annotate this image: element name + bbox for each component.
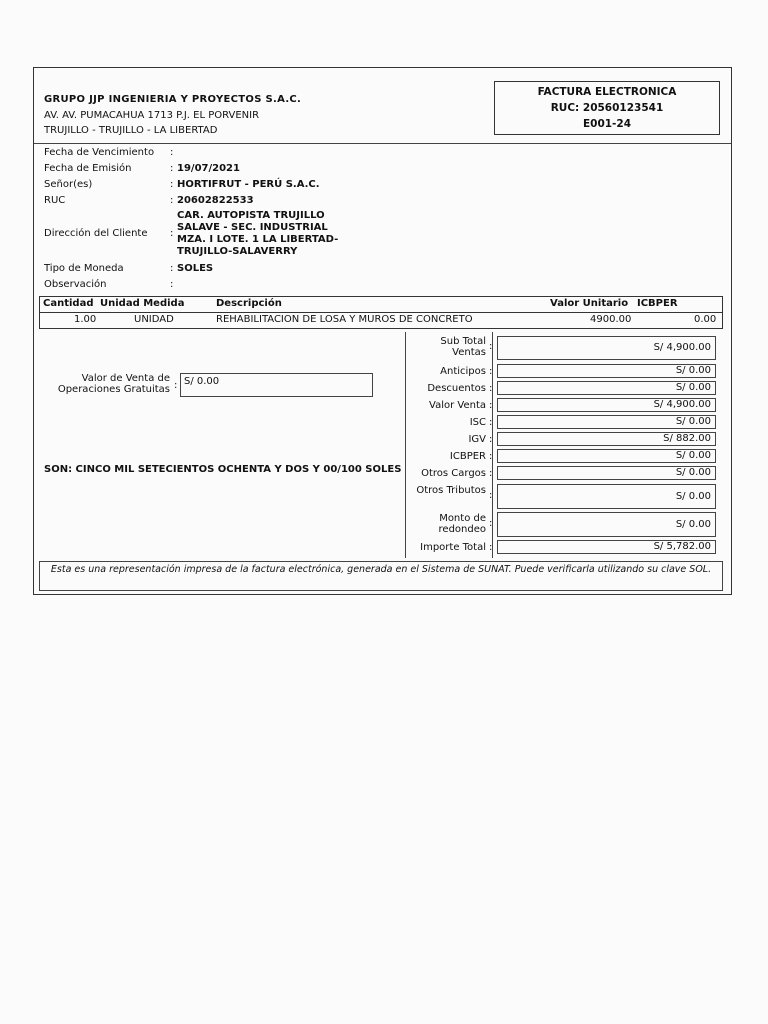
row-icbper: 0.00 xyxy=(694,314,717,325)
ruc-value: 20602822533 xyxy=(177,195,254,206)
total-label-importe: Importe Total xyxy=(420,542,486,553)
sunat-footer: Esta es una representación impresa de la factura electrónica, generada en el Sistema de SUNAT. Puede verificarla utilizando su clave SOL. xyxy=(39,561,723,591)
moneda-value: SOLES xyxy=(177,263,214,274)
senor-label: Señor(es) xyxy=(44,179,93,190)
total-value-importe: S/ 5,782.00 xyxy=(497,540,716,554)
total-value-redondeo: S/ 0.00 xyxy=(497,512,716,537)
total-value-isc: S/ 0.00 xyxy=(497,415,716,429)
total-value-igv: S/ 882.00 xyxy=(497,432,716,446)
amount-in-words: SON: CINCO MIL SETECIENTOS OCHENTA Y DOS Y 00/100 SOLES xyxy=(44,464,402,475)
total-label-icbper: ICBPER xyxy=(449,451,486,462)
total-value-anticipos: S/ 0.00 xyxy=(497,364,716,378)
total-label-isc: ISC xyxy=(469,417,486,428)
direccion-value: CAR. AUTOPISTA TRUJILLO SALAVE - SEC. INDUSTRIAL MZA. I LOTE. 1 LA LIBERTAD- TRUJILLO-SALAVERRY xyxy=(177,210,339,257)
emision-value: 19/07/2021 xyxy=(177,163,240,174)
total-label-valor-venta: Valor Venta xyxy=(429,400,486,411)
gratuitas-value: S/ 0.00 xyxy=(180,373,373,397)
row-descripcion: REHABILITACION DE LOSA Y MUROS DE CONCRETO xyxy=(216,314,473,325)
total-value-valor-venta: S/ 4,900.00 xyxy=(497,398,716,412)
items-table xyxy=(39,296,723,329)
total-label-anticipos: Anticipos xyxy=(440,366,486,377)
invoice-number: E001-24 xyxy=(582,118,632,130)
total-label-otros-cargos: Otros Cargos xyxy=(421,468,486,479)
invoice-title: FACTURA ELECTRONICA xyxy=(537,86,677,98)
ruc-label: RUC xyxy=(44,195,66,206)
company-name: GRUPO JJP INGENIERIA Y PROYECTOS S.A.C. xyxy=(44,94,302,105)
col-cantidad: Cantidad xyxy=(43,298,94,309)
total-label-subtotal: Sub Total Ventas xyxy=(440,336,486,358)
emision-label: Fecha de Emisión xyxy=(44,163,132,174)
col-unidad: Unidad Medida xyxy=(100,298,185,309)
gratuitas-label: Valor de Venta de Operaciones Gratuitas xyxy=(57,373,170,395)
total-label-redondeo: Monto de redondeo xyxy=(438,513,486,535)
invoice-id-box xyxy=(494,81,720,135)
senor-value: HORTIFRUT - PERÚ S.A.C. xyxy=(177,179,320,190)
total-value-otros-tributos: S/ 0.00 xyxy=(497,484,716,509)
total-label-descuentos: Descuentos xyxy=(427,383,486,394)
total-value-descuentos: S/ 0.00 xyxy=(497,381,716,395)
col-valor-unitario: Valor Unitario xyxy=(550,298,629,309)
vencimiento-label: Fecha de Vencimiento xyxy=(44,147,155,158)
row-valor-unitario: 4900.00 xyxy=(590,314,632,325)
direccion-label: Dirección del Cliente xyxy=(44,228,148,239)
row-cantidad: 1.00 xyxy=(74,314,97,325)
company-address: AV. AV. PUMACAHUA 1713 P.J. EL PORVENIR xyxy=(44,110,260,121)
row-unidad: UNIDAD xyxy=(134,314,174,325)
observacion-label: Observación xyxy=(44,279,107,290)
total-value-icbper: S/ 0.00 xyxy=(497,449,716,463)
company-city: TRUJILLO - TRUJILLO - LA LIBERTAD xyxy=(44,125,218,136)
total-label-otros-tributos: Otros Tributos xyxy=(416,485,486,496)
invoice-document: GRUPO JJP INGENIERIA Y PROYECTOS S.A.C. AV. AV. PUMACAHUA 1713 P.J. EL PORVENIR TRUJILLO - TRUJILLO - LA LIBERTAD FACTURA ELECTRONICA RUC: 20560123541 E001-24 Fecha de Vencimiento : Fecha de Emisión : 19/07/2021 Señor(es) : HORTIFRUT - PERÚ S.A.C. RUC : 20602822533 Dirección del Cliente : CAR. AUTOPISTA TRUJILLO SALAVE - SEC. INDUSTRIAL MZA. I LOTE. 1 LA LIBERTAD- TRUJILLO-SALAVERRY Tipo de Moneda : SOLES Observación : Cantidad Unidad Medida Descripción Valor Unitario ICBPER 1.00 UNIDAD REHABILITACION DE LOSA Y MUROS DE CONCRETO 4900.00 0.00 Sub Total Ventas : S/ 4,900.00 Anticipos : S/ 0.00 Descuentos : S/ 0.00 Valor Venta : S/ 4,900.00 ISC : S/ 0.00 IGV : S/ 882.00 ICBPER : S/ 0.00 Otros Cargos : S/ 0.00 Otros Tributos : S/ 0.00 Monto de redondeo : S/ 0.00 Importe Total : S/ 5,782.00 Valor de Venta de Operaciones Gratuitas : S/ 0.00 SON: CINCO MIL SETECIENTOS OCHENTA Y DOS Y 00/100 SOLES Esta es una representación impresa de la factura electrónica, generada en el Sistema de SUNAT. Puede verificarla utilizando su clave SOL. xyxy=(33,67,732,595)
total-label-igv: IGV xyxy=(468,434,486,445)
invoice-ruc: RUC: 20560123541 xyxy=(550,102,664,114)
col-descripcion: Descripción xyxy=(216,298,282,309)
total-value-subtotal: S/ 4,900.00 xyxy=(497,336,716,360)
total-value-otros-cargos: S/ 0.00 xyxy=(497,466,716,480)
header-divider xyxy=(34,143,731,144)
moneda-label: Tipo de Moneda xyxy=(44,263,124,274)
col-icbper: ICBPER xyxy=(637,298,678,309)
